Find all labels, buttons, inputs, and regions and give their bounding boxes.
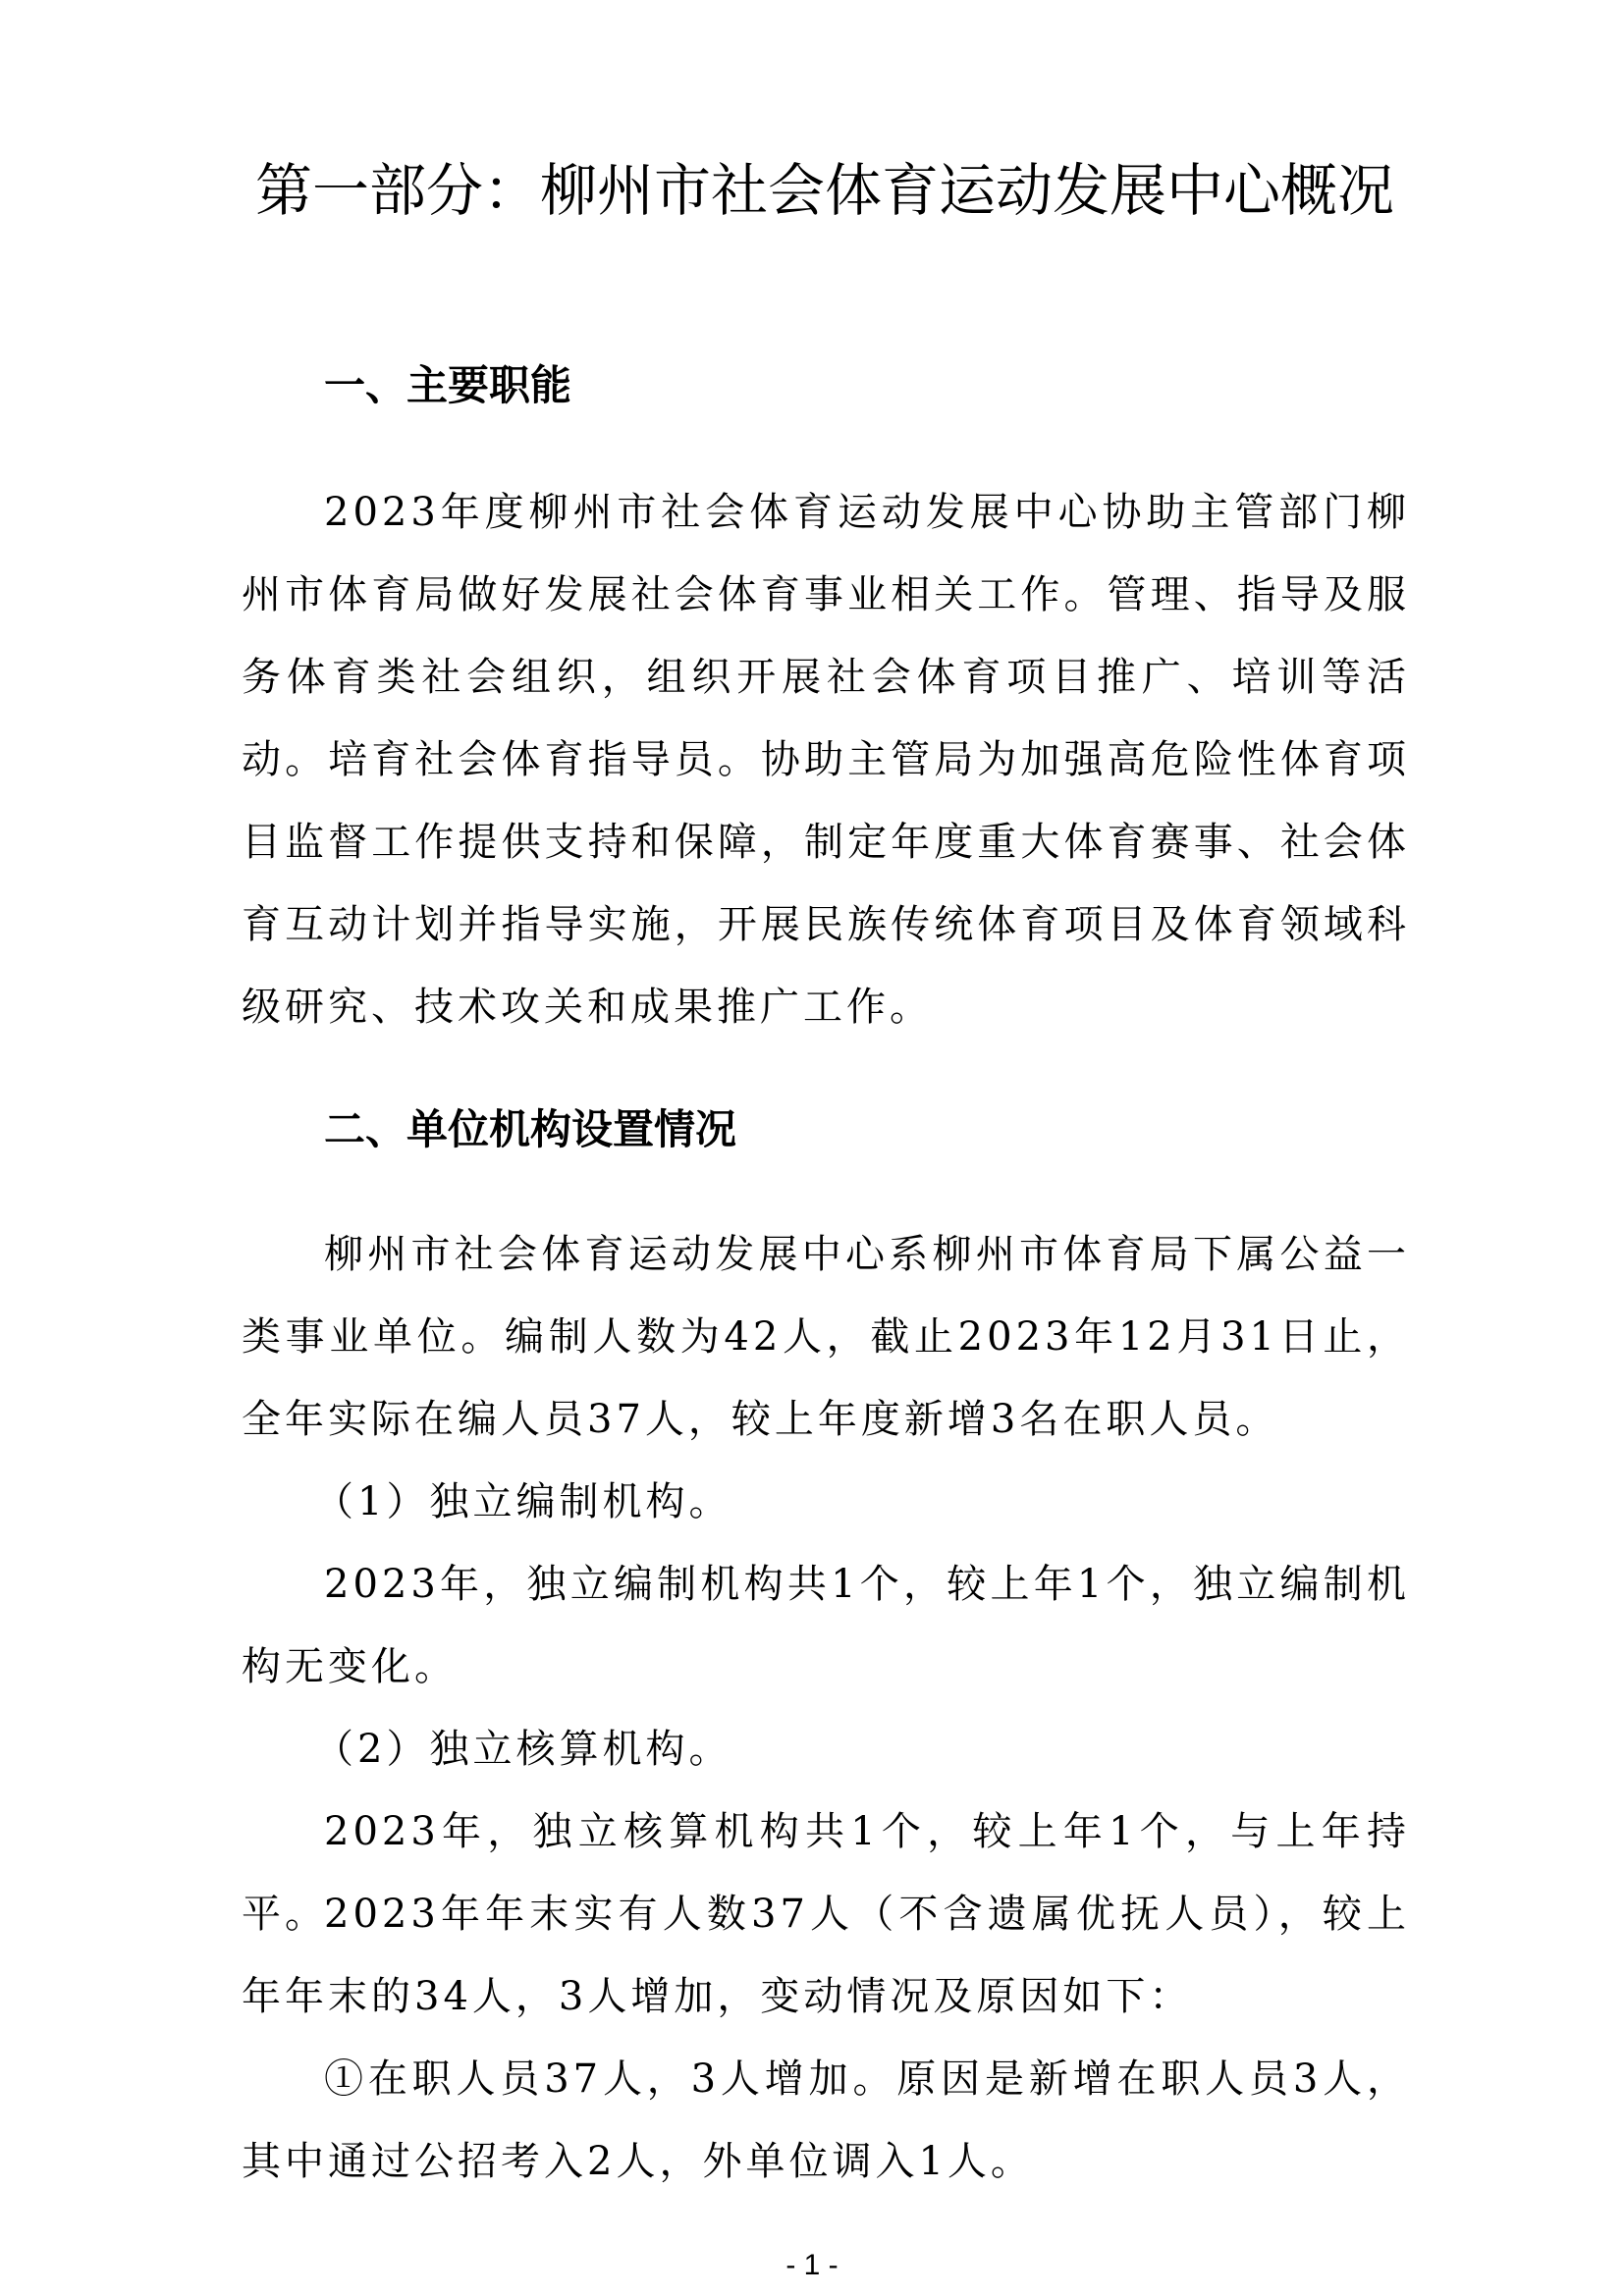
- section-heading-main-functions: 一、主要职能: [324, 361, 572, 409]
- page-number: - 1 -: [785, 2249, 839, 2281]
- paragraph-main-functions: 2023年度柳州市社会体育运动发展中心协助主管部门柳州市体育局做好发展社会体育事业相关工作。管理、指导及服务体育类社会组织，组织开展社会体育项目推广、培训等活动。培育社会体育指导员。协助主管局为加强高危险性体育项目监督工作提供支持和保障，制定年度重大体育赛事、社会体育互动计划并指导实施，开展民族传统体育项目及体育领域科级研究、技术攻关和成果推广工作。: [242, 490, 1410, 1030]
- subheading-independent-accounting: （2）独立核算机构。: [314, 1727, 732, 1772]
- paragraph-independent-establishment: 2023年，独立编制机构共1个，较上年1个，独立编制机构无变化。: [242, 1562, 1410, 1689]
- paragraph-staff-change: ①在职人员37人，3人增加。原因是新增在职人员3人，其中通过公招考入2人，外单位调入1人。: [242, 2056, 1410, 2184]
- page-title: 第一部分：柳州市社会体育运动发展中心概况: [254, 157, 1394, 224]
- section-heading-organization: 二、单位机构设置情况: [324, 1105, 737, 1153]
- paragraph-staff-count: 2023年年末实有人数37人（不含遗属优抚人员），较上年年末的34人，3人增加，变动情况及原因如下：: [242, 1892, 1410, 2019]
- paragraph-organization-intro: 柳州市社会体育运动发展中心系柳州市体育局下属公益一类事业单位。编制人数为42人，截止2023年12月31日止，全年实际在编人员37人，较上年度新增3名在职人员。: [242, 1232, 1410, 1442]
- paragraph-independent-accounting: 2023年，独立核算机构共1个，较上年1个，与上年持平。: [242, 1809, 1410, 1937]
- subheading-independent-establishment: （1）独立编制机构。: [314, 1479, 732, 1524]
